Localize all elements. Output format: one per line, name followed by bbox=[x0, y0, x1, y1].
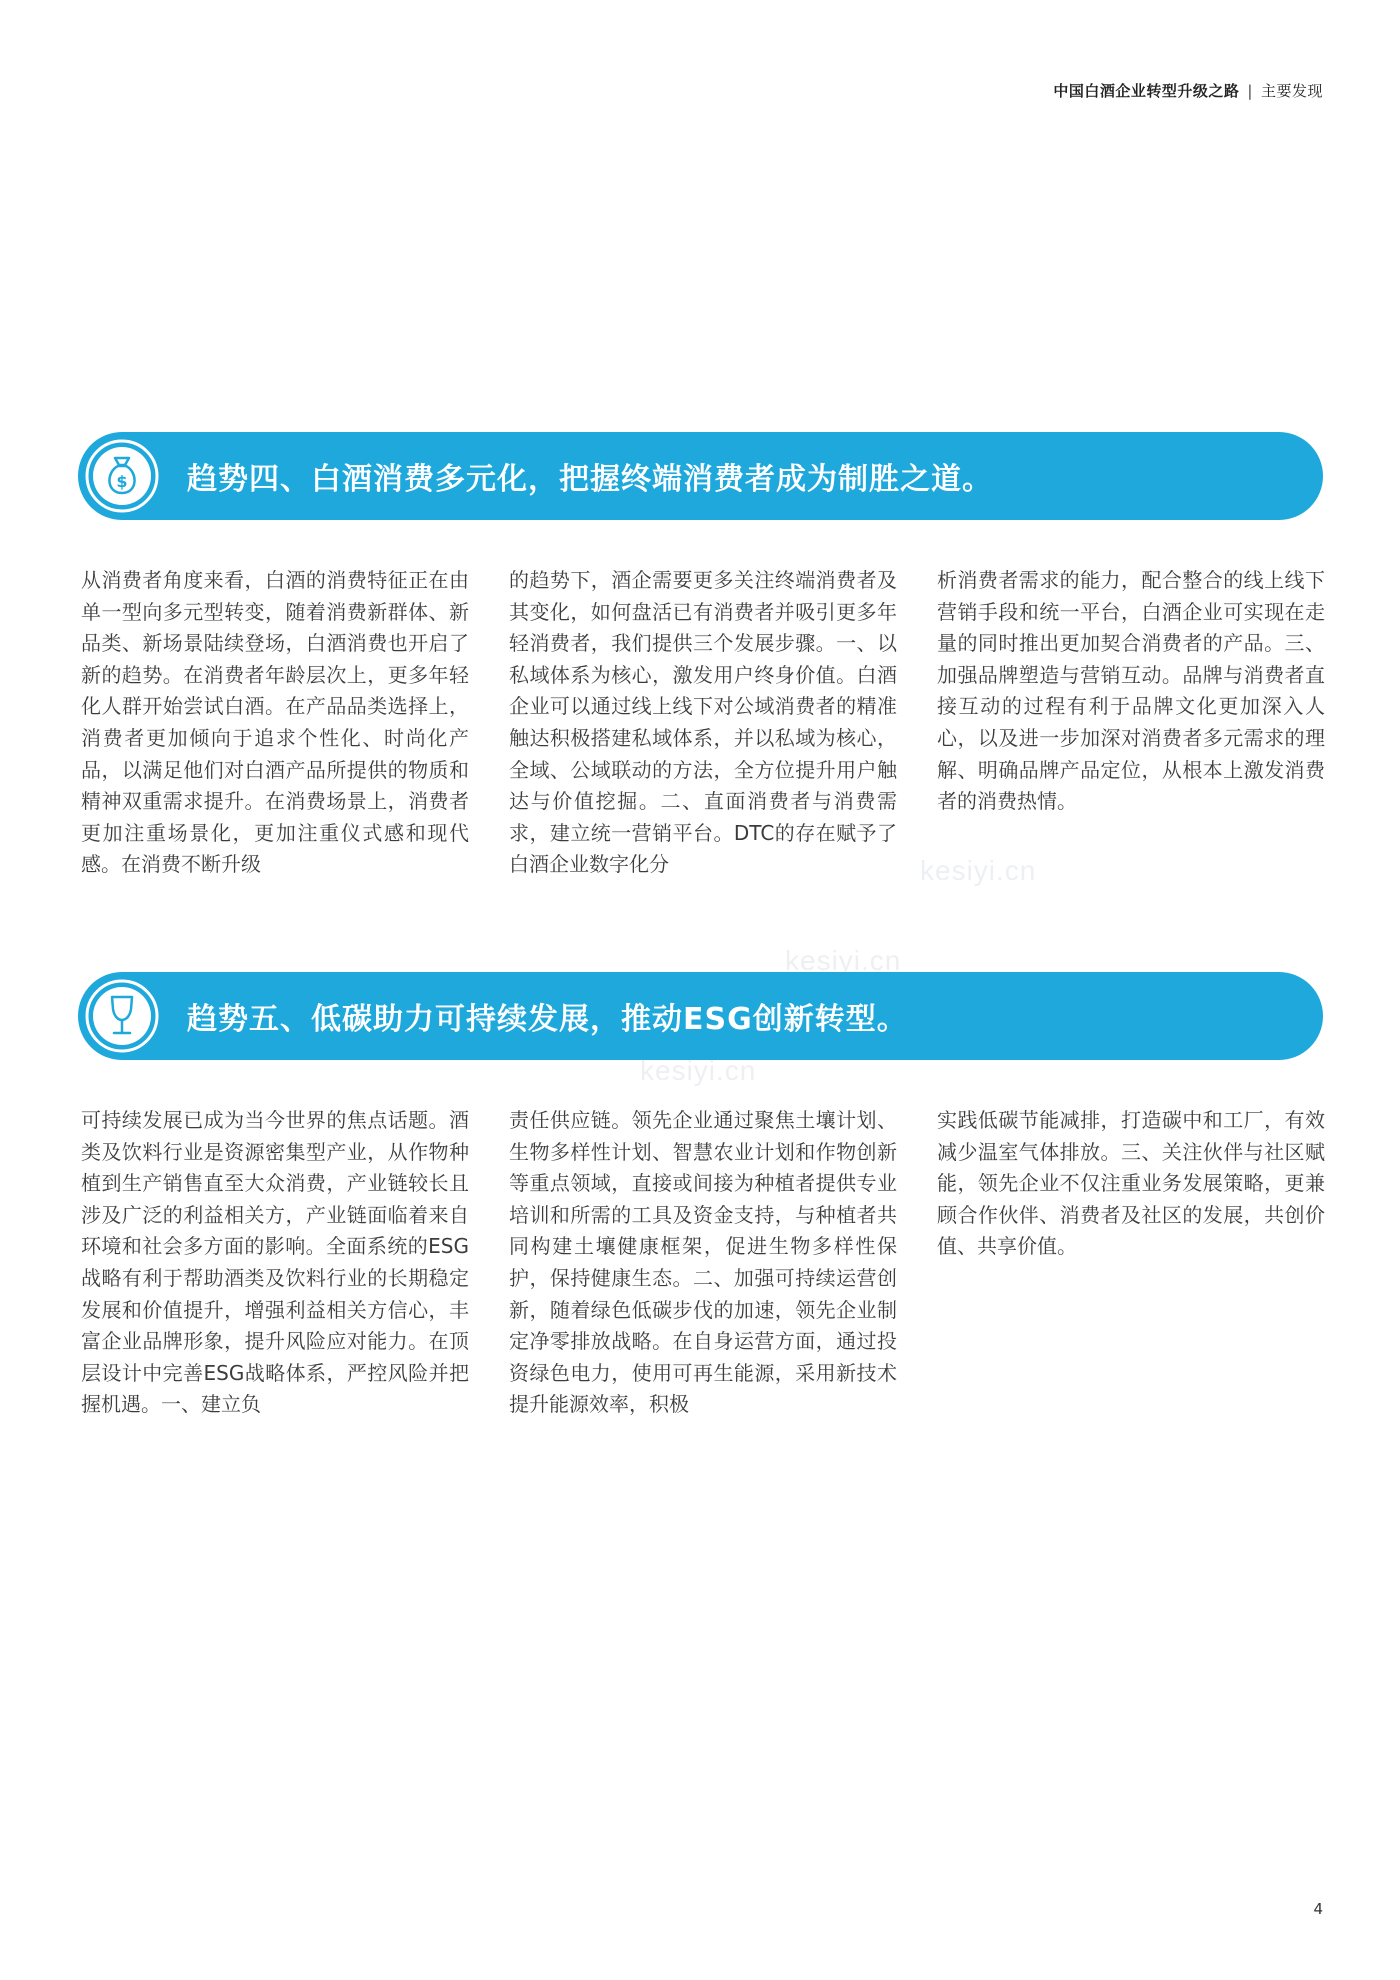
page-number: 4 bbox=[1313, 1900, 1323, 1918]
money-bag-icon bbox=[78, 432, 166, 520]
watermark: kesiyi.cn bbox=[920, 855, 1037, 886]
wine-glass-icon bbox=[78, 972, 166, 1060]
trend-four-heading: 趋势四、白酒消费多元化，把握终端消费者成为制胜之道。 bbox=[187, 462, 993, 497]
header-separator: | bbox=[1247, 82, 1253, 100]
report-title: 中国白酒企业转型升级之路 bbox=[1053, 82, 1240, 100]
running-header bbox=[1053, 80, 1323, 101]
trend-five-column-2: 责任供应链。领先企业通过聚焦土壤计划、生物多样性计划、智慧农业计划和作物创新等重点领域，直接或间接为种植者提供专业培训和所需的工具及资金支持，与种植者共同构建土壤健康框架，促进生物多样性保护，保持健康生态。二、加强可持续运营创新，随着绿色低碳步伐的加速，领先企业制定净零排放战略。在自身运营方面，通过投资绿色电力，使用可再生能源，采用新技术提升能源效率，积极 bbox=[509, 1108, 897, 1417]
watermark: kesiyi.cn bbox=[640, 1055, 757, 1086]
trend-five-banner bbox=[78, 972, 1323, 1060]
trend-five-body bbox=[81, 1105, 1326, 1421]
trend-four-column-2: 的趋势下，酒企需要更多关注终端消费者及其变化，如何盘活已有消费者并吸引更多年轻消费者，我们提供三个发展步骤。一、以私域体系为核心，激发用户终身价值。白酒企业可以通过线上线下对公域消费者的精准触达积极搭建私域体系，并以私域为核心，全域、公域联动的方法，全方位提升用户触达与价值挖掘。二、直面消费者与消费需求，建立统一营销平台。DTC的存在赋予了白酒企业数字化分 bbox=[509, 568, 897, 877]
trend-four-banner bbox=[78, 432, 1323, 520]
watermark: kesiyi.cn bbox=[785, 945, 902, 976]
trend-four-body bbox=[81, 565, 1326, 881]
svg-text:$: $ bbox=[116, 472, 128, 491]
trend-five-heading: 趋势五、低碳助力可持续发展，推动ESG创新转型。 bbox=[187, 1002, 908, 1037]
trend-four-column-1: 从消费者角度来看，白酒的消费特征正在由单一型向多元型转变，随着消费新群体、新品类、新场景陆续登场，白酒消费也开启了新的趋势。在消费者年龄层次上，更多年轻化人群开始尝试白酒。在产品品类选择上，消费者更加倾向于追求个性化、时尚化产品，以满足他们对白酒产品所提供的物质和精神双重需求提升。在消费场景上，消费者更加注重场景化，更加注重仪式感和现代感。在消费不断升级 bbox=[81, 568, 469, 877]
trend-five-column-1: 可持续发展已成为当今世界的焦点话题。酒类及饮料行业是资源密集型产业，从作物种植到生产销售直至大众消费，产业链较长且涉及广泛的利益相关方，产业链面临着来自环境和社会多方面的影响。全面系统的ESG战略有利于帮助酒类及饮料行业的长期稳定发展和价值提升，增强利益相关方信心，丰富企业品牌形象，提升风险应对能力。在顶层设计中完善ESG战略体系，严控风险并把握机遇。一、建立负 bbox=[81, 1108, 469, 1417]
trend-four-column-3: 析消费者需求的能力，配合整合的线上线下营销手段和统一平台，白酒企业可实现在走量的同时推出更加契合消费者的产品。三、加强品牌塑造与营销互动。品牌与消费者直接互动的过程有利于品牌文化更加深入人心，以及进一步加深对消费者多元需求的理解、明确品牌产品定位，从根本上激发消费者的消费热情。 bbox=[937, 568, 1325, 814]
section-name: 主要发现 bbox=[1260, 82, 1323, 100]
trend-five-column-3: 实践低碳节能减排，打造碳中和工厂，有效减少温室气体排放。三、关注伙伴与社区赋能，领先企业不仅注重业务发展策略，更兼顾合作伙伴、消费者及社区的发展，共创价值、共享价值。 bbox=[937, 1108, 1325, 1259]
